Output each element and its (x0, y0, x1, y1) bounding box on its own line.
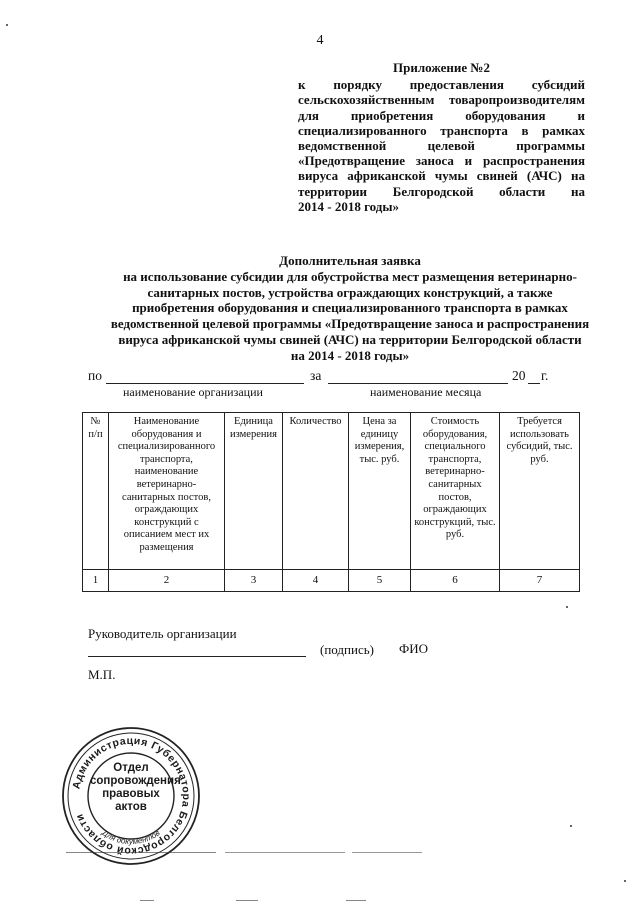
scan-artifact-line (346, 900, 366, 901)
column-number-cell: 5 (349, 570, 411, 592)
request-heading (70, 253, 630, 364)
header-cell: Наименование оборудования и специализированного транспорта, наименование ветеринарно-санитарных постов, ограждающих конструкций с описанием мест их размещения (109, 413, 225, 570)
column-number-cell: 6 (411, 570, 500, 592)
header-cell: Стоимость оборудования, специального транспорта, ветеринарно-санитарных постов, ограждающих конструкций, тыс. руб. (411, 413, 500, 570)
request-line: на использование субсидии для обустройства мест размещения ветеринарно- (123, 268, 577, 284)
appendix-line: территории Белгородской области на (298, 183, 585, 199)
scan-speck (570, 825, 572, 827)
year-suffix: г. (541, 368, 549, 383)
stamp-line: актов (115, 801, 147, 813)
stamp-line: сопровождения (90, 775, 181, 787)
scan-speck (624, 880, 626, 882)
scan-artifact-line (225, 852, 345, 853)
appendix-line: «Предотвращение заноса и распространения (298, 153, 585, 169)
za-label: за (310, 368, 322, 383)
head-signature-line[interactable] (88, 656, 306, 657)
column-number-cell: 1 (83, 570, 109, 592)
stamp-bottom-text: Для документов (100, 828, 162, 847)
request-line: ведомственной целевой программы «Предотвращение заноса и распространения (110, 316, 590, 332)
request-table (82, 412, 580, 592)
appendix-title: Приложение №2 (393, 60, 490, 75)
header-cell: Количество (283, 413, 349, 570)
scan-artifact-line (236, 900, 258, 901)
year-field[interactable] (528, 383, 540, 384)
request-line: приобретения оборудования и специализированного транспорта в рамках (132, 300, 568, 316)
appendix-line: ведомственной целевой программы (298, 138, 585, 154)
stamp-inner-text (90, 762, 181, 814)
month-field[interactable] (328, 383, 508, 384)
appendix-block (298, 60, 585, 214)
stamp-line: правовых (102, 788, 160, 800)
year-prefix: 20 (512, 368, 526, 383)
request-line: санитарных постов, устройства ограждающих конструкций, а также (147, 284, 553, 300)
table-header-row (83, 413, 580, 570)
scan-artifact-line (140, 900, 154, 901)
stamp-line: Отдел (113, 762, 149, 774)
scan-speck (566, 606, 568, 608)
header-cell: Единица измерения (225, 413, 283, 570)
scan-artifact-line (66, 852, 216, 853)
head-of-organization-label: Руководитель организации (88, 626, 237, 641)
request-line: вируса африканской чумы свиней (АЧС) на территории Белгородской области (118, 331, 582, 347)
column-number-cell: 2 (109, 570, 225, 592)
appendix-line: сельскохозяйственным товаропроизводителям (298, 92, 585, 108)
po-label: по (88, 368, 102, 383)
request-title: Дополнительная заявка (279, 253, 421, 268)
header-cell: Требуется использовать субсидий, тыс. руб. (500, 413, 580, 570)
organization-field[interactable] (106, 383, 304, 384)
official-stamp (60, 725, 202, 867)
header-cell: № п/п (83, 413, 109, 570)
table-row (83, 570, 580, 592)
column-number-cell: 4 (283, 570, 349, 592)
stamp-ring-text: Администрация Губернатора Белгородской области (70, 734, 193, 858)
appendix-line: специализированного транспорта в рамках (298, 122, 585, 138)
appendix-line: вируса африканской чумы свиней (АЧС) на (298, 168, 585, 184)
appendix-line: к порядку предоставления субсидий (298, 77, 585, 93)
column-number-cell: 7 (500, 570, 580, 592)
appendix-line: для приобретения оборудования и (298, 107, 585, 123)
org-caption: наименование организации (123, 385, 263, 399)
appendix-body (298, 77, 585, 214)
fio-label: ФИО (399, 641, 429, 656)
header-cell: Цена за единицу измерения, тыс. руб. (349, 413, 411, 570)
seal-place-label: М.П. (88, 667, 116, 682)
scan-artifact-line (352, 852, 422, 853)
month-caption: наименование месяца (370, 385, 482, 399)
appendix-line: 2014 - 2018 годы» (298, 198, 400, 214)
request-line: на 2014 - 2018 годы» (290, 347, 410, 363)
column-number-cell: 3 (225, 570, 283, 592)
signature-label: (подпись) (320, 642, 374, 657)
scan-speck (6, 24, 8, 26)
page-number: 4 (316, 33, 324, 48)
